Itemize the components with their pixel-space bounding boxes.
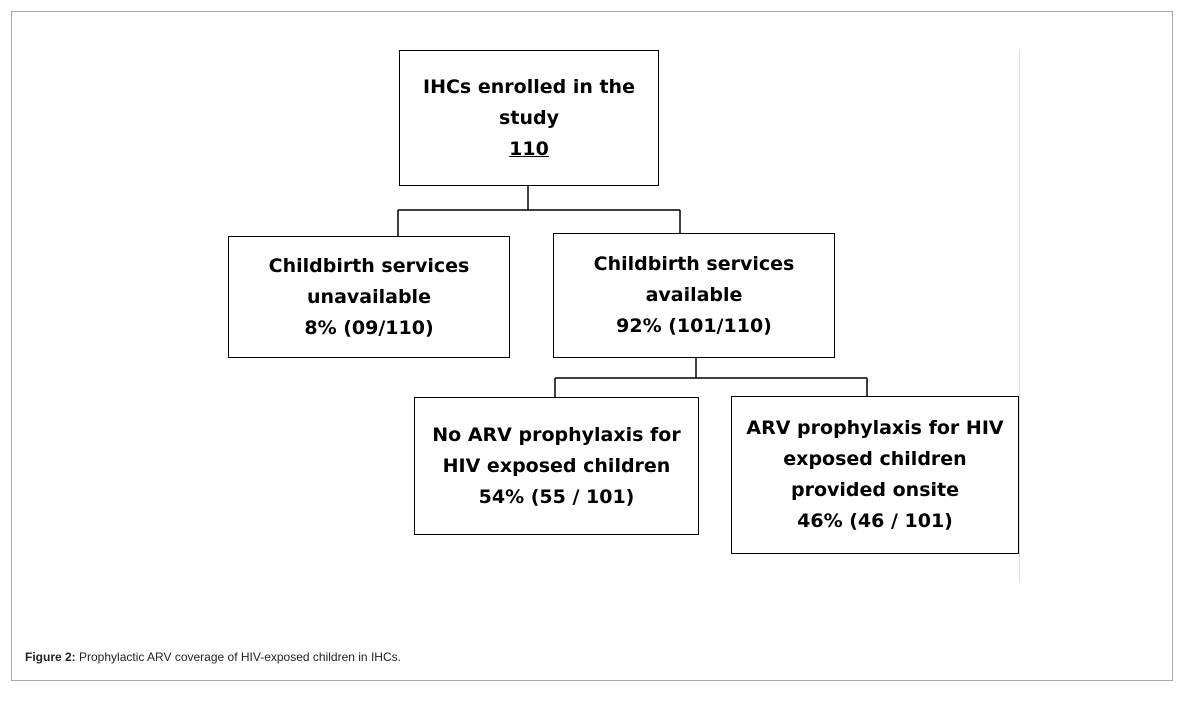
no-arv-line2: HIV exposed children [442, 454, 671, 477]
no-arv-line1: No ARV prophylaxis for [432, 423, 681, 446]
arv-line2: exposed children [783, 448, 967, 470]
unavailable-line2: unavailable [307, 285, 431, 308]
root-box [399, 50, 659, 186]
arv-line3: provided onsite [791, 479, 959, 501]
arv-value: 46% (46 / 101) [797, 510, 953, 532]
available-line2: available [645, 284, 743, 306]
available-box [553, 233, 835, 358]
unavailable-box [228, 236, 510, 358]
caption-label: Figure 2: [25, 650, 76, 664]
no-arv-value: 54% (55 / 101) [478, 485, 635, 508]
unavailable-line1: Childbirth services [268, 254, 470, 277]
root-line1: IHCs enrolled in the [423, 75, 635, 98]
arv-box [731, 396, 1019, 554]
figure-caption [25, 650, 401, 664]
root-value: 110 [509, 137, 549, 160]
arv-line1: ARV prophylaxis for HIV [746, 417, 1004, 439]
no-arv-box [414, 397, 699, 535]
available-line1: Childbirth services [593, 253, 795, 275]
caption-text: Prophylactic ARV coverage of HIV-exposed children in IHCs. [75, 650, 401, 664]
available-value: 92% (101/110) [616, 315, 772, 337]
unavailable-value: 8% (09/110) [304, 316, 434, 339]
root-line2: study [499, 106, 559, 129]
